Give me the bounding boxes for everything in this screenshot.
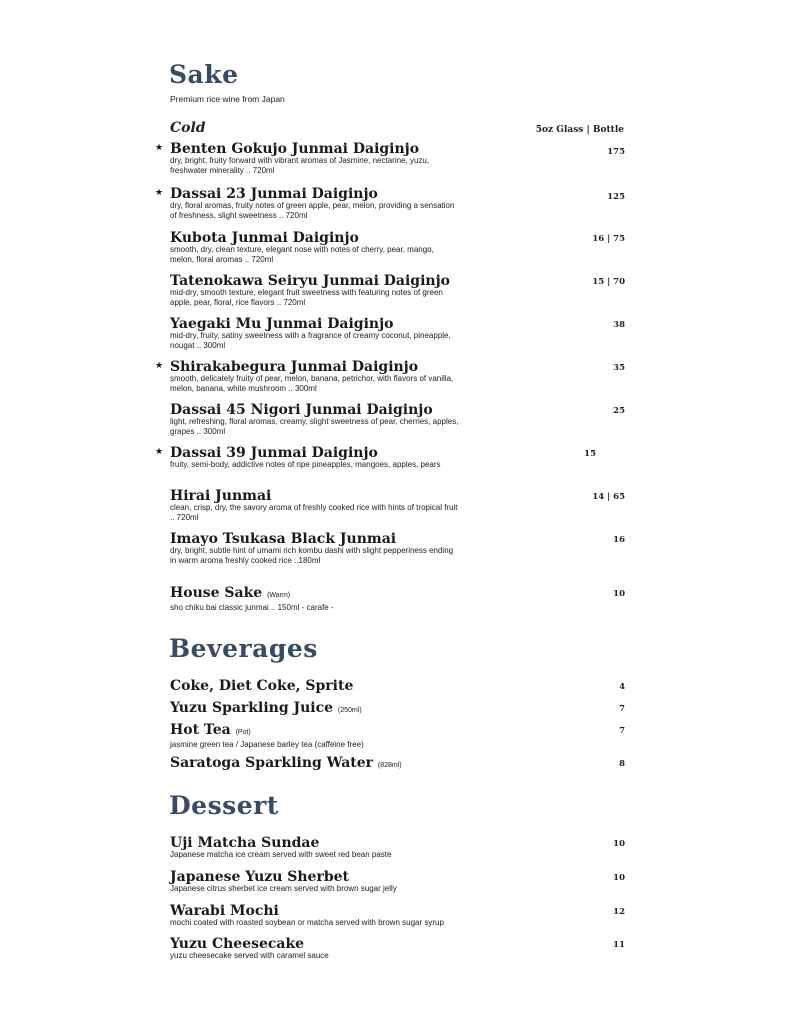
item-price: 15 — [584, 449, 596, 459]
dessert-heading: Dessert — [169, 791, 279, 820]
item-price: 25 — [613, 406, 625, 416]
item-name: Dassai 39 Junmai Daiginjo — [170, 445, 378, 461]
menu-item — [170, 316, 625, 350]
item-price: 7 — [619, 704, 625, 714]
item-price: 125 — [607, 192, 625, 202]
menu-item — [170, 835, 625, 860]
menu-item — [170, 700, 625, 719]
item-price: 16 | 75 — [592, 234, 625, 244]
item-price: 4 — [619, 682, 625, 692]
item-name: Benten Gokujo Junmai Daiginjo — [170, 141, 420, 157]
item-name: Coke, Diet Coke, Sprite — [170, 678, 354, 694]
item-note: (250ml) — [337, 707, 362, 714]
menu-item — [170, 903, 625, 928]
item-description: Japanese matcha ice cream served with sweet red bean paste — [170, 850, 392, 859]
menu-item — [170, 722, 625, 750]
item-price: 10 — [613, 839, 625, 849]
menu-item — [155, 445, 625, 470]
item-description: Japanese citrus sherbet ice cream served with brown sugar jelly — [170, 884, 397, 893]
item-description: dry, floral aromas, fruity notes of green apple, pear, melon, providing a sensation of freshness, slight sweetness .. 720ml — [170, 201, 455, 220]
item-description: yuzu cheesecake served with caramel sauce — [170, 951, 329, 960]
item-name: Kubota Junmai Daiginjo — [170, 230, 359, 246]
menu-item — [170, 936, 625, 961]
item-price: 16 — [613, 535, 625, 545]
item-name: Yaegaki Mu Junmai Daiginjo — [170, 316, 394, 332]
item-price: 12 — [613, 907, 625, 917]
item-price: 10 — [613, 589, 625, 599]
star-icon: ★ — [155, 361, 164, 371]
menu-item — [155, 141, 625, 175]
item-price: 35 — [613, 363, 625, 373]
item-description: clean, crisp, dry, the savory aroma of freshly cooked rice with hints of tropical fruit .. 720ml — [170, 503, 458, 522]
item-price: 15 | 70 — [592, 277, 625, 287]
item-note: (Warm) — [267, 592, 291, 599]
item-name: Warabi Mochi — [170, 903, 279, 919]
item-name: Dassai 45 Nigori Junmai Daiginjo — [170, 402, 433, 418]
item-name: Dassai 23 Junmai Daiginjo — [170, 186, 378, 202]
item-price: 175 — [607, 147, 625, 157]
menu-item — [155, 186, 625, 220]
item-price: 8 — [619, 759, 625, 769]
price-column-header: 5oz Glass | Bottle — [535, 125, 624, 135]
menu-item — [170, 488, 625, 522]
cold-subheading: Cold — [170, 120, 206, 136]
item-price: 38 — [613, 320, 625, 330]
menu-item — [155, 359, 625, 393]
item-description: fruity, semi-body, addictive notes of ripe pineapples, mangoes, apples, pears — [170, 460, 441, 469]
item-name — [170, 755, 625, 774]
item-description: light, refreshing, floral aromas, creamy, slight sweetness of pear, cherries, apples, grapes .. 300ml — [170, 417, 459, 436]
item-name-text: House Sake — [170, 585, 263, 601]
item-name-text: Hot Tea — [170, 722, 231, 738]
item-name-text: Yuzu Sparkling Juice — [170, 700, 334, 716]
item-name: Shirakabegura Junmai Daiginjo — [170, 359, 419, 375]
item-name: Hirai Junmai — [170, 488, 272, 504]
item-note: (828ml) — [377, 762, 402, 769]
item-price: 11 — [613, 940, 625, 950]
star-icon: ★ — [155, 143, 164, 153]
menu-item — [170, 585, 625, 613]
item-description: smooth, delicately fruity of pear, melon, banana, petrichor, with flavors of vanilla, melon, banana, white mushroom .. 300ml — [170, 374, 454, 393]
item-description: dry, bright, fruity forward with vibrant aromas of Jasmine, nectarine, yuzu, freshwater minerality .. 720ml — [170, 156, 430, 175]
menu-item — [170, 869, 625, 894]
item-name: Yuzu Cheesecake — [170, 936, 305, 952]
item-price: 14 | 65 — [592, 492, 625, 502]
item-description: smooth, dry, clean texture, elegant nose with notes of cherry, pear, mango, melon, floral aromas .. 720ml — [170, 245, 434, 264]
item-price: 7 — [619, 726, 625, 736]
menu-item — [170, 402, 625, 436]
item-description: jasmine green tea / Japanese barley tea (caffeine free) — [170, 740, 364, 749]
item-name-text: Saratoga Sparkling Water — [170, 755, 374, 771]
menu-item — [170, 678, 625, 694]
beverages-heading: Beverages — [169, 634, 318, 663]
item-name — [170, 722, 625, 741]
item-note: (Pot) — [235, 729, 251, 736]
item-price: 10 — [613, 873, 625, 883]
item-description: dry, bright, subtle hint of umami rich kombu dashi with slight pepperiness ending in warm aroma freshly cooked rice ..180ml — [170, 546, 454, 565]
star-icon: ★ — [155, 447, 164, 457]
item-name: Japanese Yuzu Sherbet — [170, 869, 349, 885]
item-description: sho chiku bai classic junmai .. 150ml - carafe - — [170, 603, 334, 612]
sake-subtitle: Premium rice wine from Japan — [170, 94, 285, 104]
item-name — [170, 700, 625, 719]
item-name — [170, 585, 625, 604]
menu-item — [170, 755, 625, 774]
item-description: mid-dry, fruity, satiny sweetness with a fragrance of creamy coconut, pineapple, nougat .. 300ml — [170, 331, 451, 350]
menu-item — [170, 230, 625, 264]
item-description: mochi coated with roasted soybean or matcha served with brown sugar syrup — [170, 918, 444, 927]
item-name: Uji Matcha Sundae — [170, 835, 320, 851]
sake-heading: Sake — [169, 60, 239, 89]
star-icon: ★ — [155, 188, 164, 198]
item-description: mid-dry, smooth texture, elegant fruit sweetness with featuring notes of green apple, pear, floral, rice flavors .. 720ml — [170, 288, 443, 307]
menu-item — [170, 531, 625, 565]
item-name: Imayo Tsukasa Black Junmai — [170, 531, 397, 547]
item-name: Tatenokawa Seiryu Junmai Daiginjo — [170, 273, 450, 289]
menu-item — [170, 273, 625, 307]
